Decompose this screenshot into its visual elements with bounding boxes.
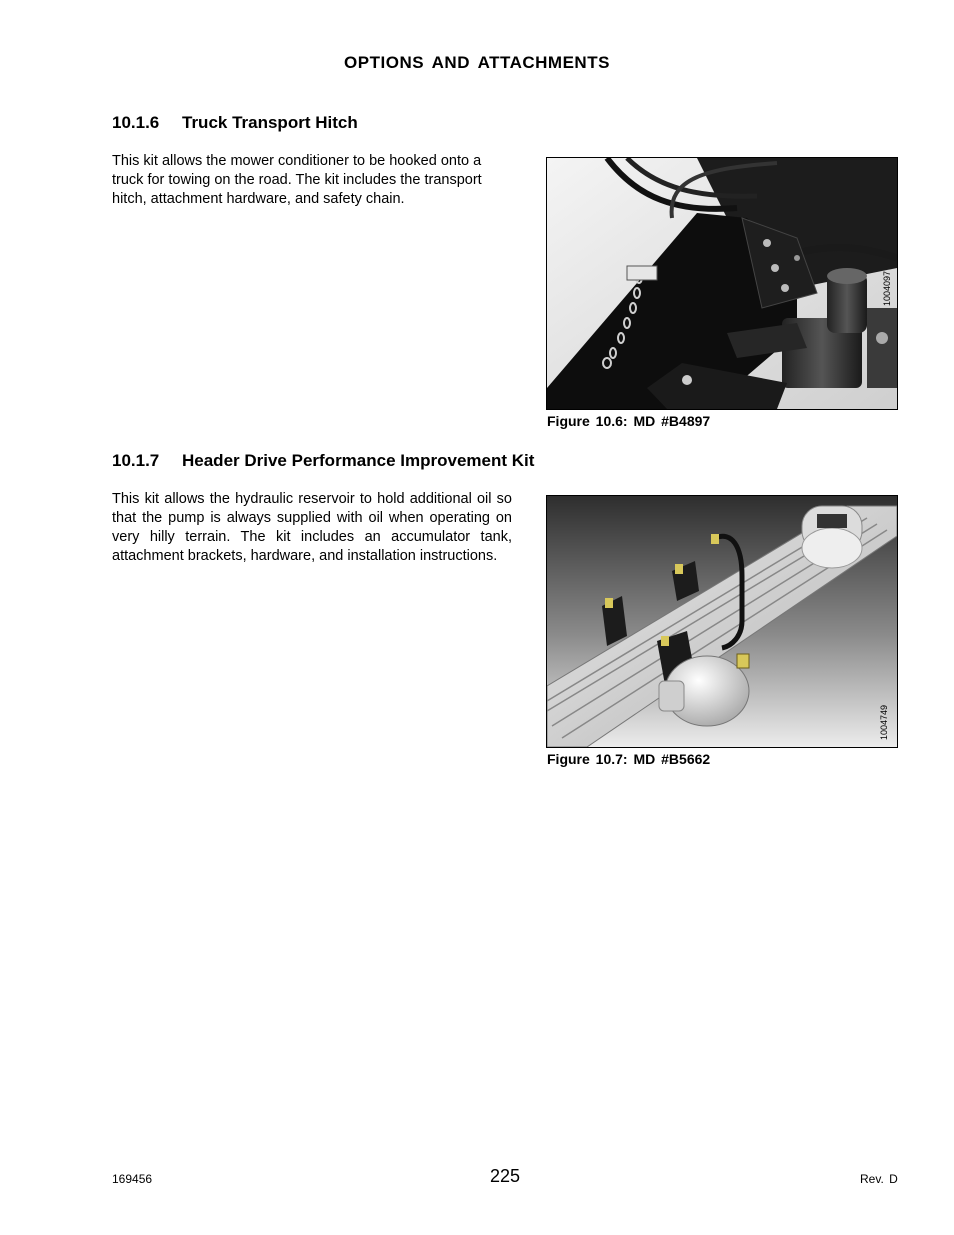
figure-transport-hitch-photo bbox=[546, 157, 898, 410]
figure-id-label: 1004749 bbox=[879, 704, 889, 740]
section-number: 10.1.7 bbox=[112, 451, 160, 470]
accumulator-kit-illustration bbox=[547, 496, 897, 747]
section-number: 10.1.6 bbox=[112, 113, 160, 132]
figure-id-label: 1004097 bbox=[882, 270, 892, 306]
section-body-text: This kit allows the hydraulic reservoir to hold additional oil so that the pump is always supplied with oil when operating on very hilly terrain. The kit includes an accumulator tank, attachment brackets, hardware, and installation instructions. bbox=[112, 491, 512, 564]
section-title: Truck Transport Hitch bbox=[182, 113, 358, 132]
figure-caption: Figure 10.6: MD #B4897 bbox=[547, 413, 711, 429]
section-heading-header-drive-kit bbox=[112, 451, 534, 471]
section-body-text: This kit allows the mower conditioner to be hooked onto a truck for towing on the road. The kit includes the transport hitch, attachment hardware, and safety chain. bbox=[112, 153, 482, 207]
figure-accumulator-kit-illustration bbox=[546, 495, 898, 748]
section-title: Header Drive Performance Improvement Kit bbox=[182, 451, 535, 470]
revision-label: Rev. D bbox=[860, 1172, 898, 1186]
page-number: 225 bbox=[490, 1166, 521, 1186]
section-heading-truck-transport-hitch bbox=[112, 113, 358, 133]
document-number: 169456 bbox=[112, 1172, 153, 1186]
page-header: OPTIONS AND ATTACHMENTS bbox=[344, 53, 610, 72]
transport-hitch-illustration bbox=[547, 158, 897, 409]
figure-caption: Figure 10.7: MD #B5662 bbox=[547, 751, 711, 767]
